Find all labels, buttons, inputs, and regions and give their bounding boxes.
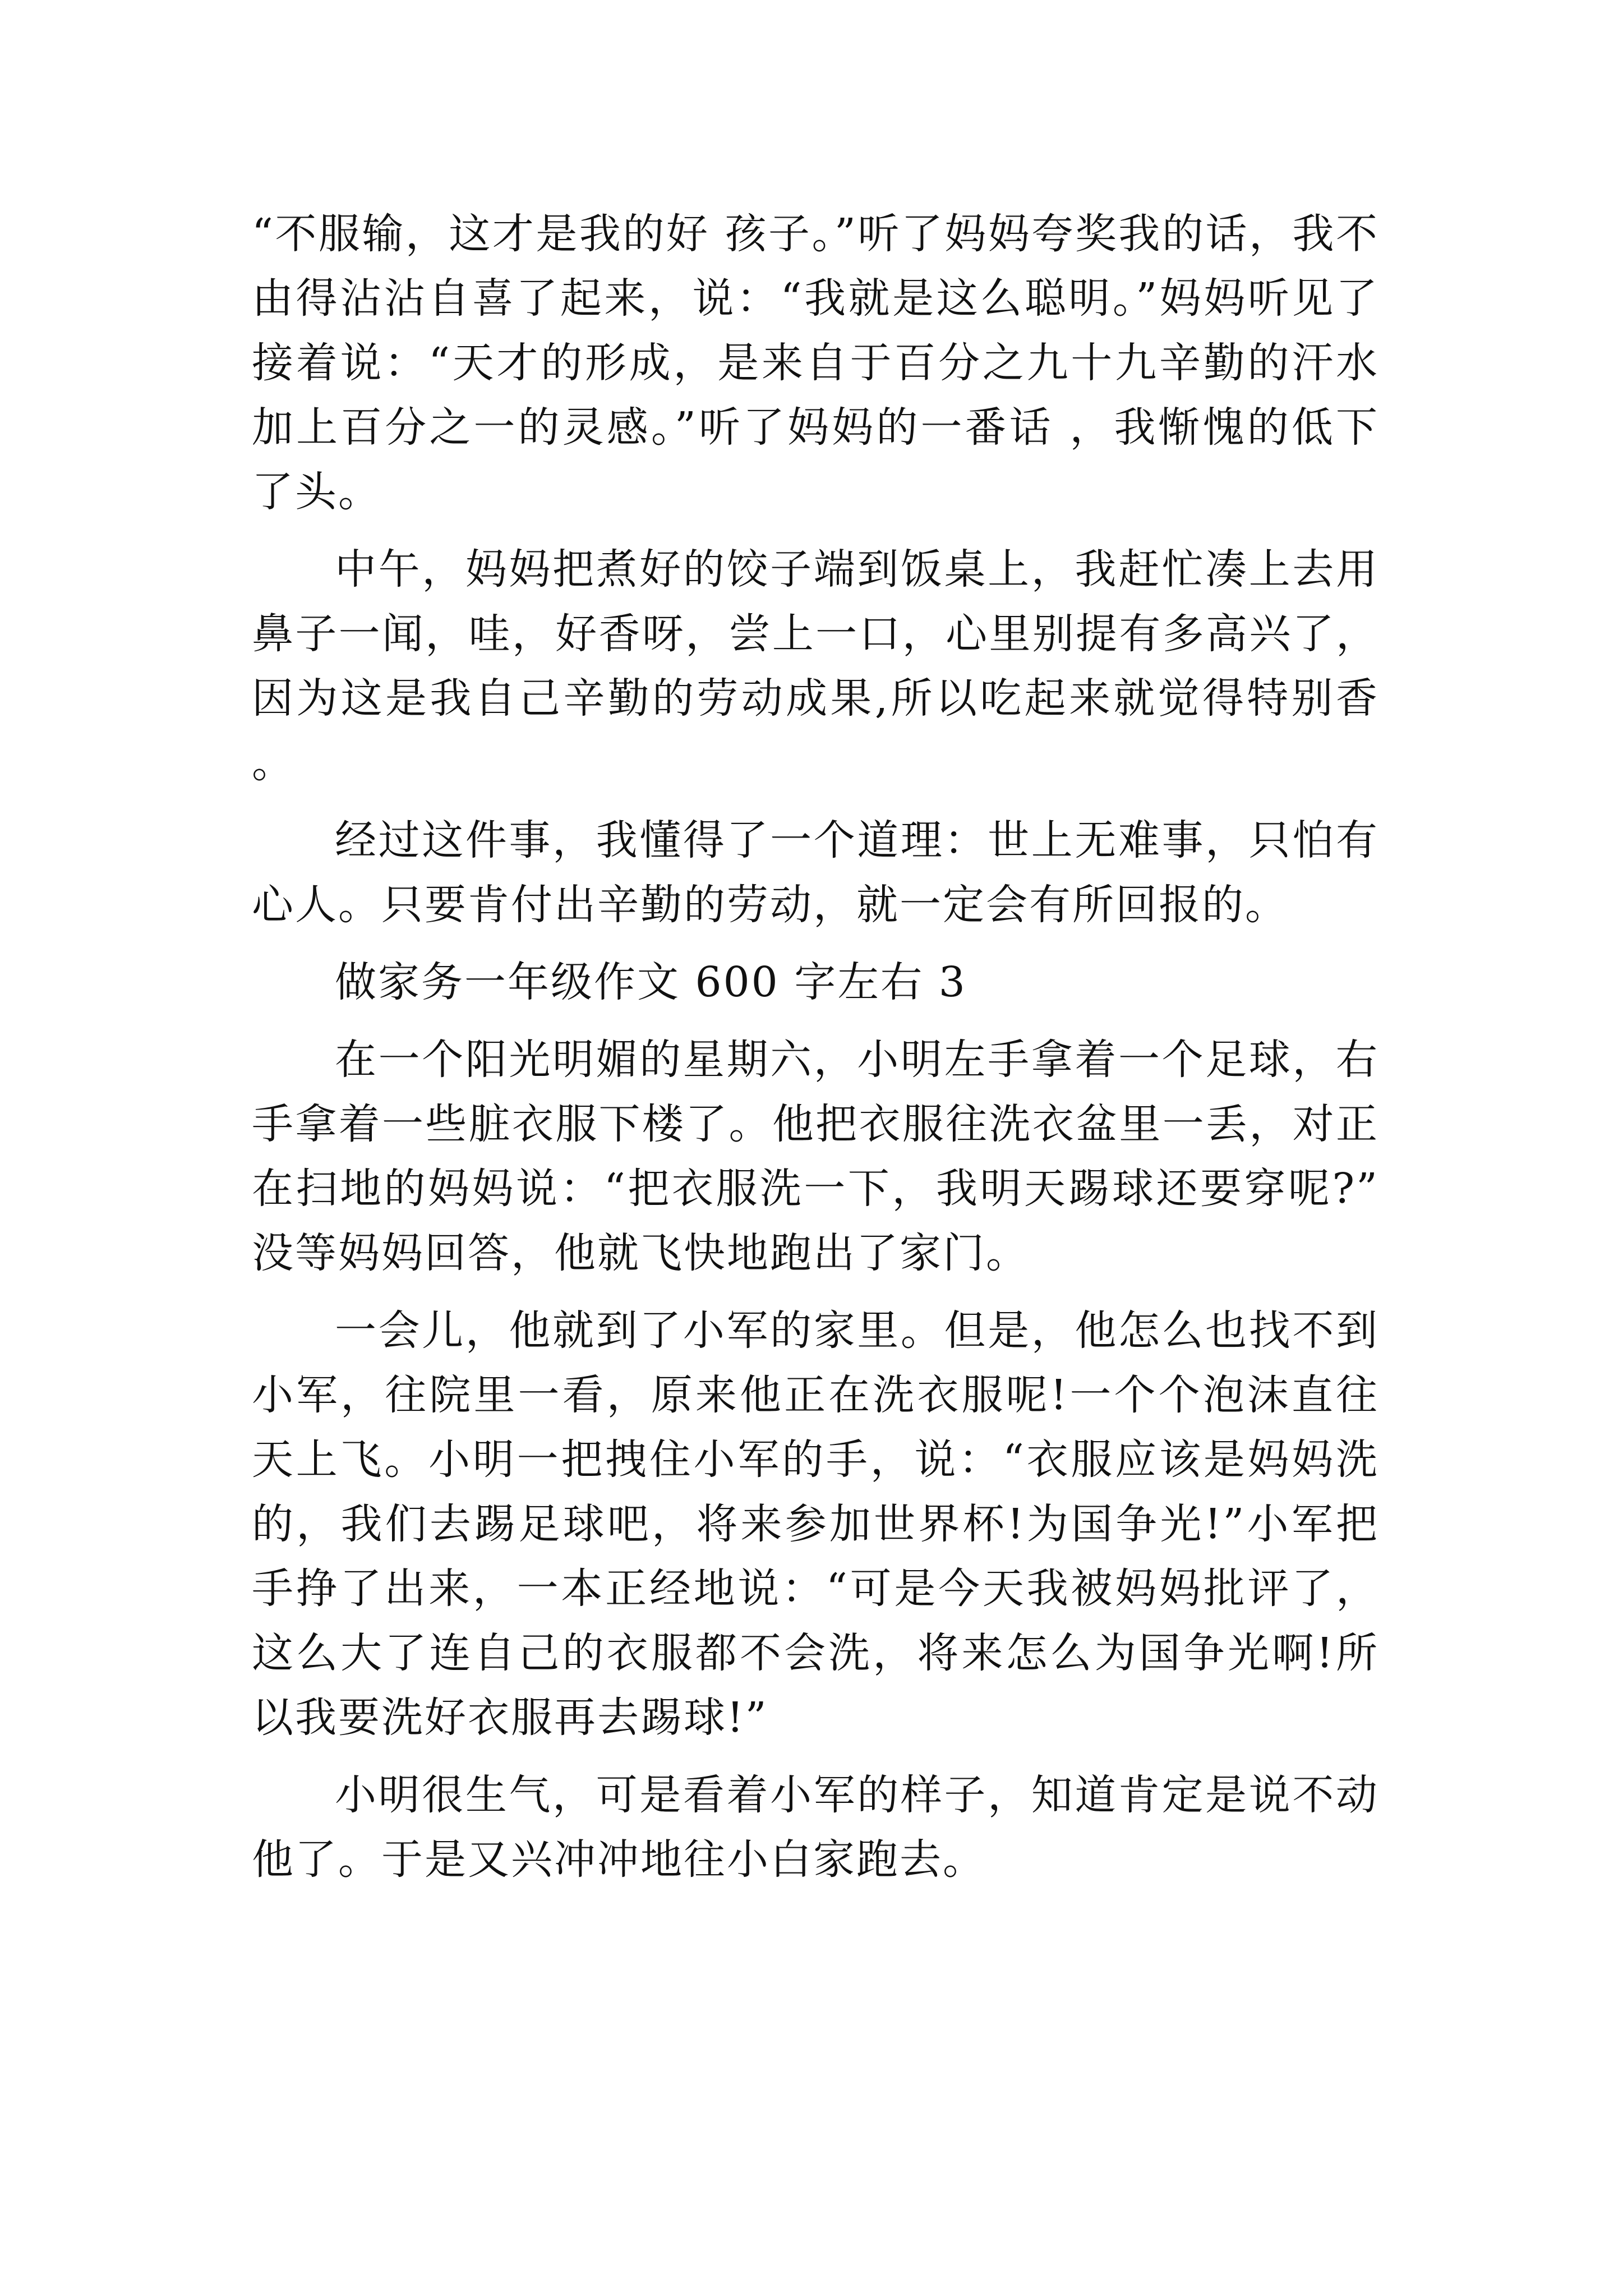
paragraph-lesson: 经过这件事，我懂得了一个道理：世上无难事，只怕有心人。只要肯付出辛勤的劳动，就一定会有所回报的。 (252, 816, 1379, 929)
document-body (252, 202, 1379, 1905)
paragraph-noon-dumplings: 中午，妈妈把煮好的饺子端到饭桌上，我赶忙凑上去用鼻子一闻，哇，好香呀，尝上一口，心里别提有多高兴了，因为这是我自己辛勤的劳动成果,所以吃起来就觉得特别香。 (252, 545, 1379, 787)
essay-title: 做家务一年级作文 600 字左右 3 (335, 958, 967, 1006)
paragraph-xiaobai: 小明很生气，可是看着小军的样子，知道肯定是说不动他了。于是又兴冲冲地往小白家跑去。 (252, 1771, 1379, 1884)
paragraph-saturday: 在一个阳光明媚的星期六，小明左手拿着一个足球，右手拿着一些脏衣服下楼了。他把衣服往洗衣盆里一丢，对正在扫地的妈妈说：“把衣服洗一下，我明天踢球还要穿呢?”没等妈妈回答，他就飞快地跑出了家门。 (252, 1036, 1379, 1277)
paragraph-praise: “不服输，这才是我的好 孩子。”听了妈妈夸奖我的话，我不由得沾沾自喜了起来，说：“我就是这么聪明。”妈妈听见了接着说：“天才的形成，是来自于百分之九十九辛勤的汗水加上百分之一的灵感。”听了妈妈的一番话 ，我惭愧的低下了头。 (252, 210, 1379, 516)
paragraph-xiaojun: 一会儿，他就到了小军的家里。但是，他怎么也找不到小军，往院里一看，原来他正在洗衣服呢!一个个泡沫直往天上飞。小明一把拽住小军的手，说：“衣服应该是妈妈洗的，我们去踢足球吧，将来参加世界杯!为国争光!”小军把手挣了出来，一本正经地说：“可是今天我被妈妈批评了，这么大了连自己的衣服都不会洗，将来怎么为国争光啊!所以我要洗好衣服再去踢球!” (252, 1306, 1379, 1742)
